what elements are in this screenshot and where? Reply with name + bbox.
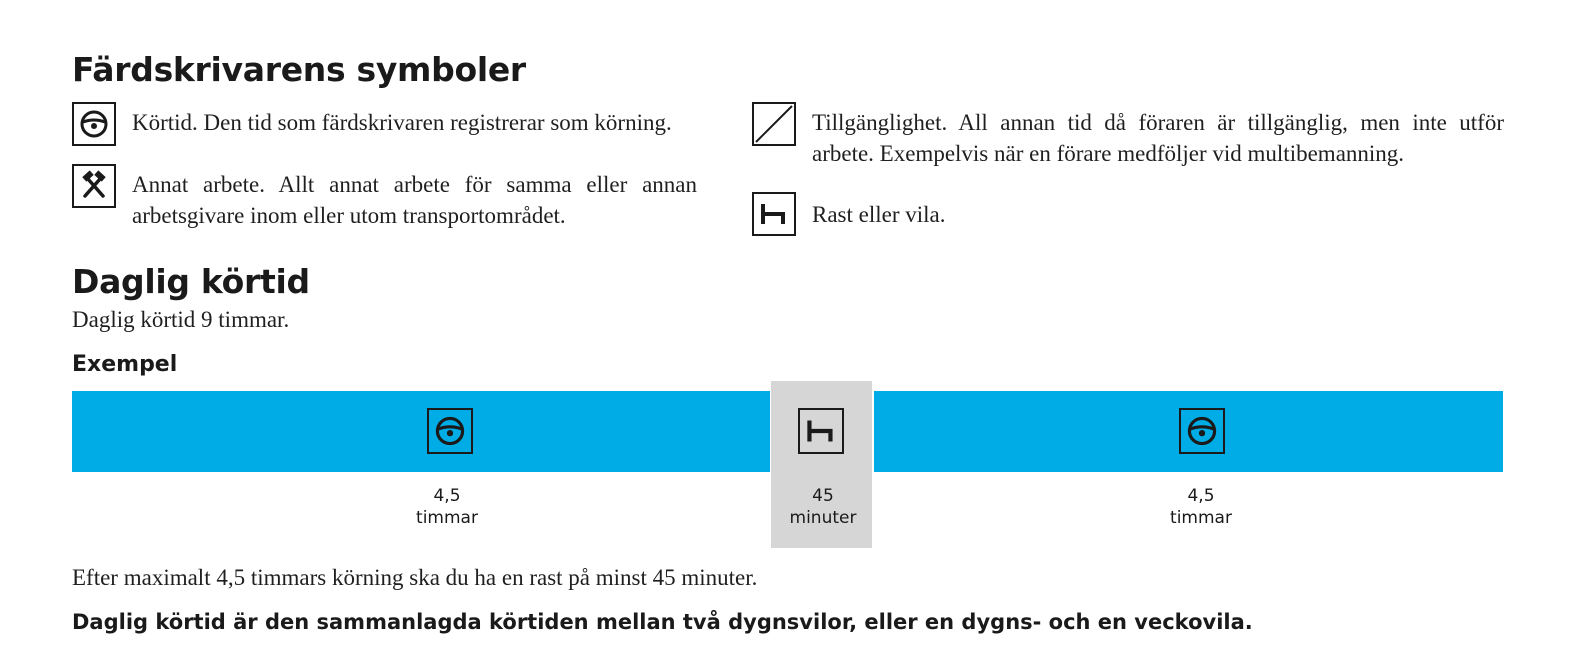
duration-label-3 xyxy=(1121,485,1281,529)
bed-rest-icon xyxy=(798,408,844,454)
symbol-desc-availability: Tillgänglighet. All annan tid då föraren är tillgänglig, men inte utför arbete. Exempelvis när en förare medföljer vid multibemanning. xyxy=(812,110,1504,166)
duration-unit: timmar xyxy=(416,508,478,528)
crossed-hammers-icon xyxy=(72,164,116,208)
daily-driving-definition: Daglig körtid är den sammanlagda körtiden mellan två dygnsvilor, eller en dygns- och en veckovila. xyxy=(72,610,1253,634)
diagonal-availability-icon xyxy=(752,102,796,146)
duration-unit: minuter xyxy=(789,508,857,528)
steering-wheel-icon xyxy=(72,102,116,146)
steering-wheel-icon xyxy=(1179,408,1225,454)
duration-value: 4,5 xyxy=(1187,486,1215,506)
bed-rest-icon xyxy=(752,192,796,236)
duration-value: 45 xyxy=(812,486,834,506)
section-title-daily-driving: Daglig körtid xyxy=(72,262,310,301)
duration-label-1 xyxy=(367,485,527,529)
symbol-desc-rest: Rast eller vila. xyxy=(812,202,946,227)
driving-bar-1 xyxy=(72,391,770,472)
steering-wheel-icon xyxy=(427,408,473,454)
duration-value: 4,5 xyxy=(433,486,461,506)
daily-driving-subtitle: Daglig körtid 9 timmar. xyxy=(72,307,290,332)
symbol-desc-driving: Körtid. Den tid som färdskrivaren registrerar som körning. xyxy=(132,110,672,135)
section-title-symbols: Färdskrivarens symboler xyxy=(72,50,526,89)
rest-rule-note: Efter maximalt 4,5 timmars körning ska du ha en rast på minst 45 minuter. xyxy=(72,565,758,590)
example-label: Exempel xyxy=(72,352,178,377)
symbol-desc-other-work: Annat arbete. Allt annat arbete för samma eller annan arbetsgivare inom eller utom transportområdet. xyxy=(132,172,697,228)
duration-label-2 xyxy=(743,485,903,529)
duration-unit: timmar xyxy=(1170,508,1232,528)
